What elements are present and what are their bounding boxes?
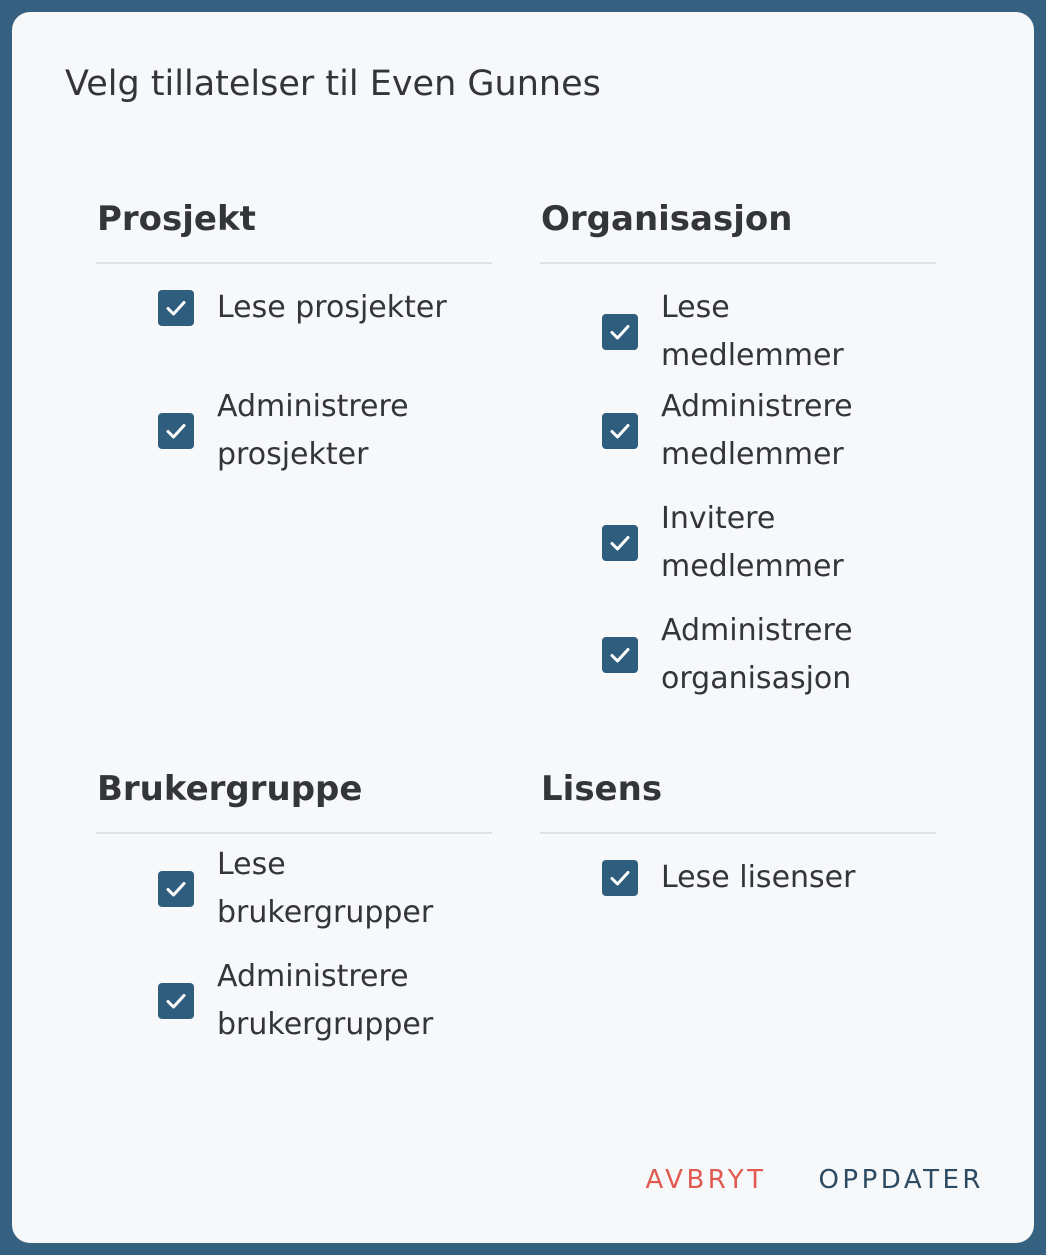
- option-lese-lisenser[interactable]: [602, 854, 921, 902]
- option-label: Invitere medlemmer: [661, 501, 844, 584]
- option-administrere-medlemmer[interactable]: [602, 383, 921, 479]
- section-heading-organisasjon: Organisasjon: [541, 199, 793, 239]
- check-icon: [608, 419, 632, 443]
- checkbox-administrere-medlemmer[interactable]: [602, 413, 638, 449]
- section-brukergruppe: [96, 762, 492, 1042]
- option-lese-prosjekter[interactable]: [158, 284, 477, 332]
- section-divider: [96, 832, 492, 834]
- option-administrere-prosjekter[interactable]: [158, 383, 477, 479]
- checkbox-lese-prosjekter[interactable]: [158, 290, 194, 326]
- update-button[interactable]: OPPDATER: [818, 1165, 984, 1195]
- section-heading-brukergruppe: Brukergruppe: [97, 769, 363, 809]
- section-heading-prosjekt: Prosjekt: [97, 199, 256, 239]
- check-icon: [608, 320, 632, 344]
- option-label: Administrere medlemmer: [661, 389, 853, 472]
- option-label: Lese lisenser: [661, 860, 856, 895]
- permissions-dialog: [12, 12, 1034, 1243]
- check-icon: [164, 989, 188, 1013]
- checkbox-lese-brukergrupper[interactable]: [158, 871, 194, 907]
- checkbox-administrere-prosjekter[interactable]: [158, 413, 194, 449]
- option-label: Administrere prosjekter: [217, 389, 409, 472]
- section-divider: [96, 262, 492, 264]
- option-invitere-medlemmer[interactable]: [602, 495, 921, 591]
- checkbox-invitere-medlemmer[interactable]: [602, 525, 638, 561]
- option-label: Administrere brukergrupper: [217, 959, 434, 1042]
- check-icon: [608, 866, 632, 890]
- checkbox-lese-medlemmer[interactable]: [602, 314, 638, 350]
- checkbox-administrere-organisasjon[interactable]: [602, 637, 638, 673]
- option-label: Lese prosjekter: [217, 290, 447, 325]
- check-icon: [164, 877, 188, 901]
- section-prosjekt: [96, 192, 492, 472]
- option-label: Lese medlemmer: [661, 290, 844, 373]
- option-label: Administrere organisasjon: [661, 613, 853, 696]
- check-icon: [608, 531, 632, 555]
- option-administrere-organisasjon[interactable]: [602, 607, 921, 703]
- check-icon: [164, 419, 188, 443]
- dialog-title: Velg tillatelser til Even Gunnes: [65, 64, 601, 104]
- checkbox-administrere-brukergrupper[interactable]: [158, 983, 194, 1019]
- dialog-actions: [646, 1165, 984, 1195]
- checkbox-lese-lisenser[interactable]: [602, 860, 638, 896]
- section-organisasjon: [540, 192, 936, 696]
- cancel-button[interactable]: AVBRYT: [645, 1165, 767, 1195]
- option-administrere-brukergrupper[interactable]: [158, 953, 477, 1049]
- section-heading-lisens: Lisens: [541, 769, 663, 809]
- option-lese-brukergrupper[interactable]: [158, 841, 477, 937]
- section-lisens: [540, 762, 936, 895]
- section-divider: [540, 832, 936, 834]
- check-icon: [608, 643, 632, 667]
- option-lese-medlemmer[interactable]: [602, 284, 921, 380]
- section-divider: [540, 262, 936, 264]
- option-label: Lese brukergrupper: [217, 847, 434, 930]
- check-icon: [164, 296, 188, 320]
